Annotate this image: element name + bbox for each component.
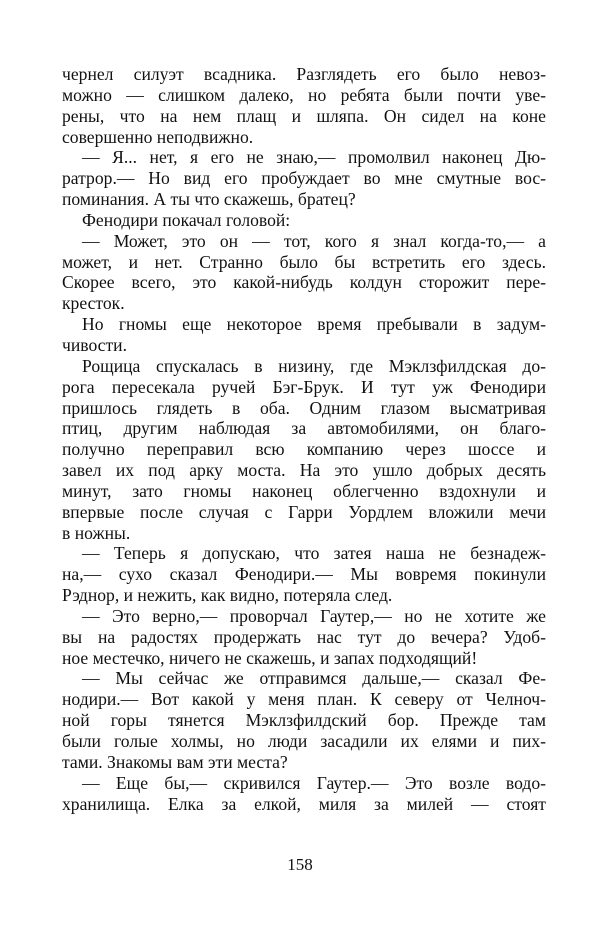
- text-line: хранилища. Елка за елкой, миля за милей — стоят: [62, 793, 546, 814]
- text-line: впервые после случая с Гарри Уордлем вложили мечи: [62, 501, 546, 522]
- text-line: чивости.: [62, 334, 127, 355]
- text-line: — Это верно,— проворчал Гаутер,— но не хотите же: [82, 605, 546, 626]
- text-line: рога пересекала ручей Бэг-Брук. И тут уж Фенодири: [62, 376, 546, 397]
- text-line: тами. Знакомы вам эти места?: [62, 751, 288, 772]
- text-line: Скорее всего, это какой-нибудь колдун сторожит пере-: [62, 272, 546, 293]
- text-line: совершенно неподвижно.: [62, 126, 254, 147]
- text-line: — Теперь я допускаю, что затея наша не безнадеж-: [82, 543, 546, 564]
- paragraph: [62, 64, 546, 147]
- text-line: ной горы тянется Мэклзфилдский бор. Прежде там: [62, 710, 546, 731]
- text-line: Но гномы еще некоторое время пребывали в задум-: [82, 314, 546, 335]
- paragraph: [62, 356, 546, 544]
- text-line: птиц, другим наблюдая за автомобилями, он благо-: [62, 418, 546, 439]
- text-line: можно — слишком далеко, но ребята были почти уве-: [62, 84, 546, 105]
- text-line: Рощица спускалась в низину, где Мэклзфилдская до-: [82, 355, 546, 376]
- text-line: — Еще бы,— скривился Гаутер.— Это возле водо-: [82, 772, 546, 793]
- text-line: Рэднор, и нежить, как видно, потеряла след.: [62, 585, 393, 606]
- paragraph: [62, 210, 546, 231]
- text-line: завел их под арку моста. На это ушло добрых десять: [62, 460, 546, 481]
- text-line: Фенодири покачал головой:: [82, 209, 291, 230]
- text-line: рены, что на нем плащ и шляпа. Он сидел на коне: [62, 105, 546, 126]
- text-line: в ножны.: [62, 522, 131, 543]
- text-line: — Может, это он — тот, кого я знал когда-то,— а: [82, 230, 546, 251]
- text-line: ное местечко, ничего не скажешь, и запах подходящий!: [62, 647, 478, 668]
- paragraph: [62, 147, 546, 210]
- paragraph: [62, 668, 546, 772]
- paragraph: [62, 606, 546, 669]
- text-line: чернел силуэт всадника. Разглядеть его было невоз-: [62, 64, 546, 84]
- text-line: может, и нет. Странно было бы встретить его здесь.: [62, 251, 546, 272]
- text-line: пришлось глядеть в оба. Одним глазом высматривая: [62, 397, 546, 418]
- paragraph: [62, 773, 546, 815]
- body-text: [62, 64, 546, 814]
- page-number: 158: [287, 855, 313, 874]
- text-line: на,— сухо сказал Фенодири.— Мы вовремя покинули: [62, 564, 546, 585]
- text-line: получно переправил всю компанию через шоссе и: [62, 439, 546, 460]
- text-line: нодири.— Вот какой у меня план. К северу от Челноч-: [62, 689, 546, 710]
- paragraph: [62, 314, 546, 356]
- text-line: минут, зато гномы наконец облегченно вздохнули и: [62, 480, 546, 501]
- paragraph: [62, 231, 546, 314]
- text-line: были голые холмы, но люди засадили их елями и пих-: [62, 731, 546, 751]
- text-line: вы на радостях продержать нас тут до вечера? Удоб-: [62, 626, 546, 647]
- paragraph: [62, 543, 546, 606]
- text-line: поминания. А ты что скажешь, братец?: [62, 189, 356, 210]
- text-line: ратрор.— Но вид его пробуждает во мне смутные вос-: [62, 168, 546, 189]
- text-line: — Я... нет, я его не знаю,— промолвил наконец Дю-: [82, 147, 546, 168]
- text-line: — Мы сейчас же отправимся дальше,— сказал Фе-: [82, 668, 546, 689]
- text-line: кресток.: [62, 293, 125, 314]
